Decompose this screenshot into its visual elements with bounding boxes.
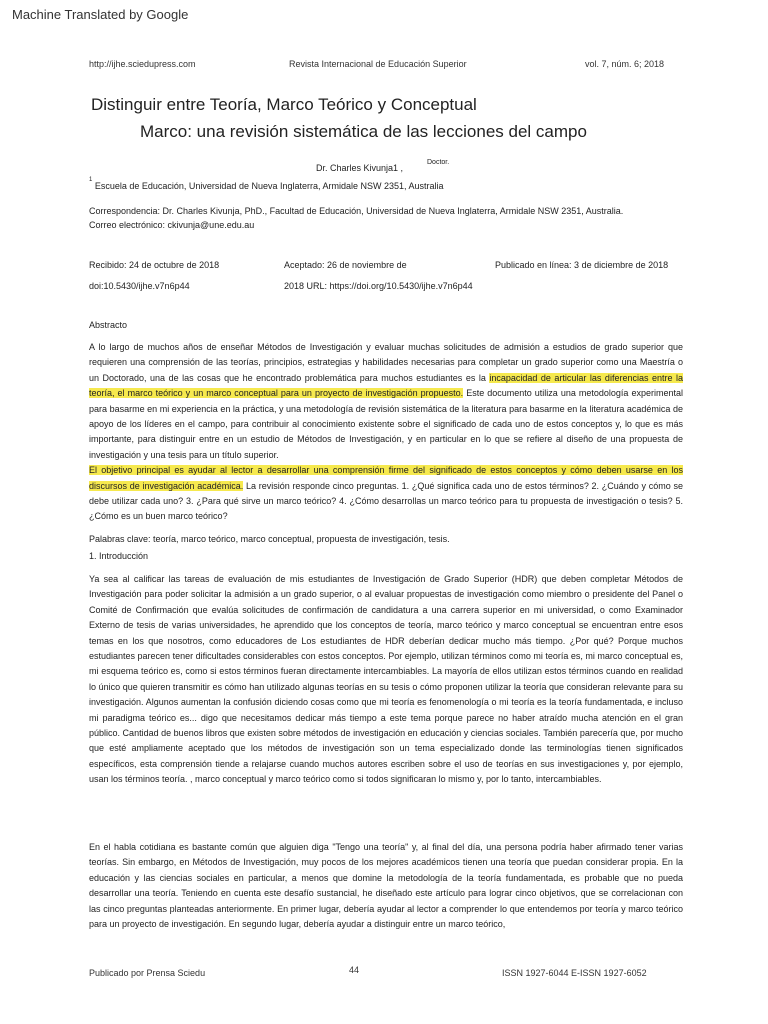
abstract-text-2: Este documento utiliza una metodología experimental para basarme en mi experiencia en la práctica, y una metodología de revisión sistemática de la literatura para basarme en la literatura académica de apoyo de los líderes en el campo, para contribuir al conocimiento existente sobre el significado de cada uno de estos conceptos y, lo que es más importante, para distinguir entre en un estudio de Métodos de Investigación, y en particular en lo que se refiere al diseño de una propuesta de investigación y una tesis para un título superior.: [89, 388, 683, 460]
affiliation-text: Escuela de Educación, Universidad de Nueva Inglaterra, Armidale NSW 2351, Australia: [94, 181, 444, 191]
doi-url[interactable]: 2018 URL: https://doi.org/10.5430/ijhe.v7n6p44: [284, 281, 473, 291]
volume-info: vol. 7, núm. 6; 2018: [585, 59, 665, 69]
machine-translation-banner: Machine Translated by Google: [12, 7, 189, 22]
abstract-text-1: A lo largo de muchos años de enseñar Métodos de Investigación y evaluar muchas solicitudes de admisión a estudios de grado superior que requieren una comprensión de las teorías, principios, estrategias y habilidades necesarias para completar un grado superior como una Maestría o un Doctorado, una de las cosas que he encontrado problemática para muchos estudiantes es la: [89, 342, 683, 383]
introduction-paragraph-2: En el habla cotidiana es bastante común que alguien diga "Tengo una teoría" y, al final del día, una persona podría haber afirmado tener varias teorías. Sin embargo, en Métodos de Investigación, muy pocos de los mejores académicos tienen una teoría que puedan considerar propia. En la educación y las ciencias sociales en particular, a menos que domine la metodología de la teoría fundamentada, es probable que no pueda desarrollar una teoría. Teniendo en cuenta este desafío sustancial, he diseñado este artículo para lograr cinco objetivos, que se correlacionan con las cinco preguntas planteadas anteriormente. En primer lugar, debería ayudar al lector a comprender lo que entendemos por teoría y marco teórico para un proyecto de investigación. En segundo lugar, debería ayudar a distinguir entre un marco teórico,: [89, 842, 683, 930]
journal-name: Revista Internacional de Educación Superior: [289, 59, 467, 69]
keywords: Palabras clave: teoría, marco teórico, marco conceptual, propuesta de investigación, tesis.: [89, 534, 450, 544]
published-date: Publicado en línea: 3 de diciembre de 2018: [495, 260, 669, 270]
correspondence-email[interactable]: Correo electrónico: ckivunja@une.edu.au: [89, 220, 255, 230]
abstract-paragraph: [89, 340, 683, 525]
introduction-paragraph-1: Ya sea al calificar las tareas de evaluación de mis estudiantes de Investigación de Grado Superior (HDR) que deben completar Métodos de Investigación para poder solicitar la admisión a un grado superior, o al evaluar propuestas de investigación como miembro o presidente del Panel o Comité de Confirmación que evalúa solicitudes de confirmación de candidatura a una carrera superior en mi universidad, o como Examinador Externo de tesis de varias universidades, he aprendido que los conceptos de teoría, marco teórico y marco conceptual se encuentran entre esos temas en los que nosotros, como educadores de Los estudiantes de HDR deberían dedicar mucho más tiempo. ¿Por qué? Porque muchos estudiantes parecen tener dificultades considerables con estos conceptos. Por ejemplo, utilizan términos como mi teoría es, mi marco conceptual es, mi esquema teórico es, como si estos términos fueran directamente intercambiables. La mayoría de ellos utilizan estos términos cuando en realidad lo único que quieren transmitir es cómo han utilizado algunas teorías en su tesis o cómo proponen utilizar la teoría que consideran relevante para su investigación. Algunos aumentan la confusión diciendo cosas como que mi teoría es fenomenología o mi teoría es la teoría fundamentada, e incluso mi paradigma teórico es... digo que necesitamos dedicar más tiempo a este tema porque parece no haber atraído mucha atención en el gran público. Cantidad de buenos libros que existen sobre métodos de investigación en educación y ciencias sociales. También parecería que, por mucho que esté ampliamente aceptado que los métodos de investigación son un tema especializado donde las terminologías tienen significados específicos, esta comprensión tiende a relajarse cuando muchos autores escriben sobre el uso de teorías en sus investigaciones y, por ejemplo, usan los términos teoría. , marco conceptual y marco teórico como si todos significaran lo mismo y, por lo tanto, intercambiables.: [89, 574, 683, 785]
abstract-heading: Abstracto: [89, 320, 128, 330]
abstract-text-3: La revisión responde cinco preguntas. 1. ¿Qué significa cada uno de estos términos? 2. ¿Cuándo y cómo se debe utilizar cada uno? 3. ¿Para qué sirve un marco teórico? 4. ¿Cómo desarrollas un marco teórico para tu propuesta de investigación o tesis? 5. ¿Cómo es un buen marco teórico?: [89, 480, 683, 522]
publisher: Publicado por Prensa Sciedu: [89, 968, 206, 978]
correspondence-address: Correspondencia: Dr. Charles Kivunja, PhD., Facultad de Educación, Universidad de Nueva Inglaterra, Armidale NSW 2351, Australia.: [89, 206, 624, 216]
author-name: Dr. Charles Kivunja1 ,: [316, 163, 404, 173]
journal-url[interactable]: http://ijhe.sciedupress.com: [89, 59, 196, 69]
introduction-heading: 1. Introducción: [89, 551, 149, 561]
issn: ISSN 1927-6044 E-ISSN 1927-6052: [502, 968, 647, 978]
correspondence: [89, 204, 689, 232]
affiliation-marker: 1: [89, 177, 93, 183]
paper-title-line-2: Marco: una revisión sistemática de las lecciones del campo: [140, 122, 587, 141]
page-number: 44: [349, 965, 360, 975]
received-date: Recibido: 24 de octubre de 2018: [89, 260, 220, 270]
affiliation: [89, 177, 444, 191]
paper-title-line-1: Distinguir entre Teoría, Marco Teórico y Conceptual: [91, 95, 477, 114]
highlight-2: El objetivo principal es ayudar al lector a desarrollar una comprensión firme del significado de estos conceptos y cómo deben usarse en los discursos de investigación académica.: [89, 465, 683, 491]
author-degree: Doctor.: [427, 159, 450, 166]
highlight-1: incapacidad de articular las diferencias entre la teoría, el marco teórico y un marco conceptual para un proyecto de investigación propuesto.: [89, 372, 683, 399]
doi[interactable]: doi:10.5430/ijhe.v7n6p44: [89, 281, 190, 291]
accepted-date: Aceptado: 26 de noviembre de: [284, 260, 407, 270]
